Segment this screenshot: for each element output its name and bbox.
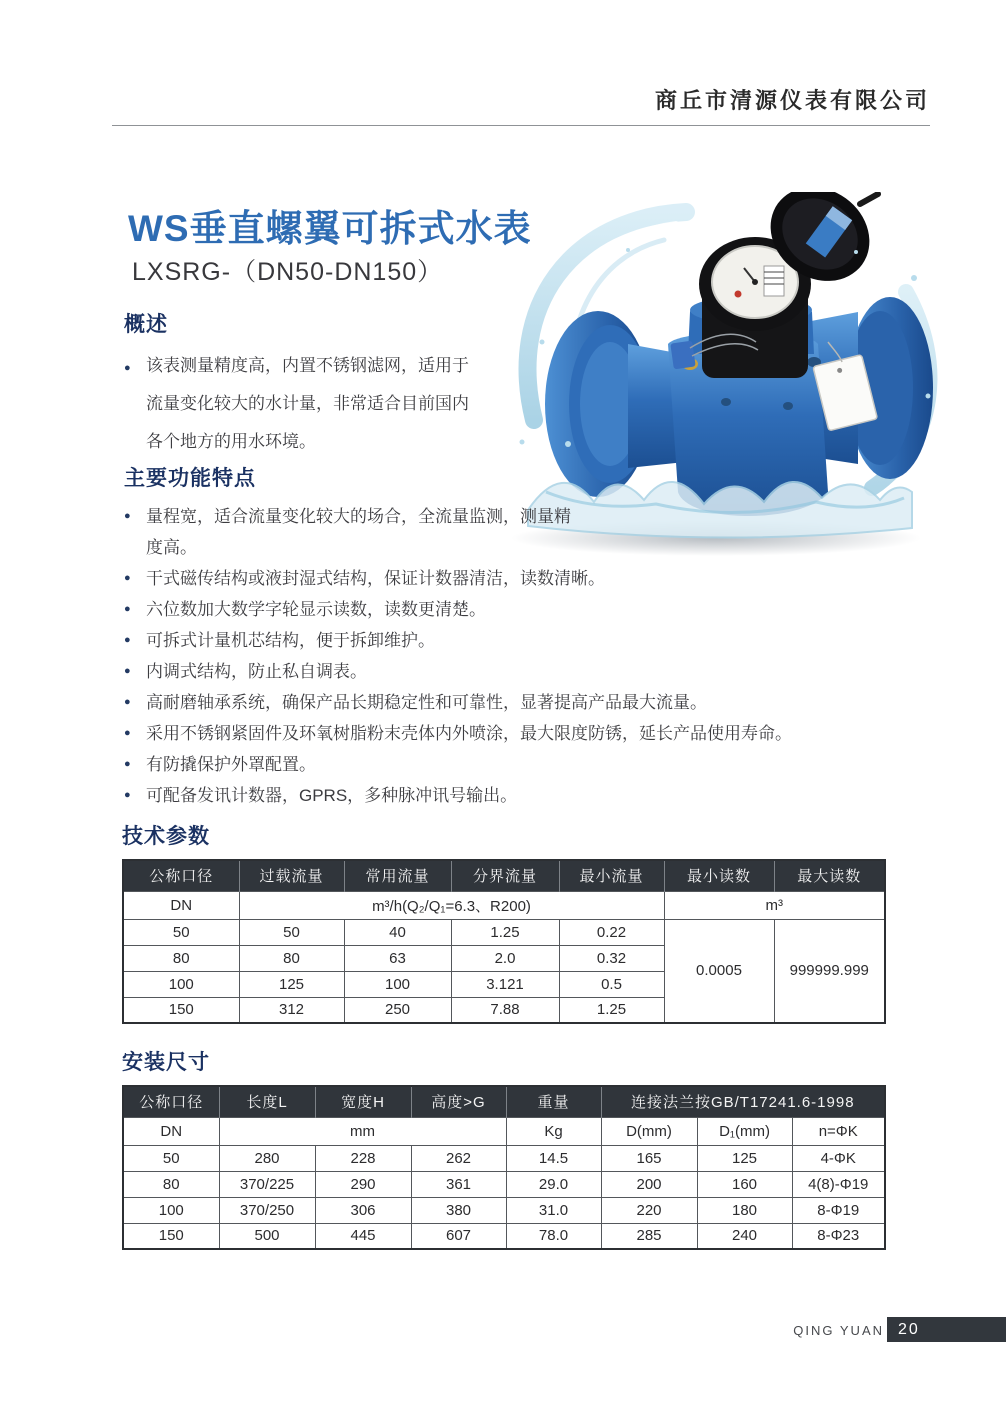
features-list <box>124 501 874 811</box>
table-cell: 31.0 <box>506 1197 601 1223</box>
page-number-badge: 20 <box>887 1317 1006 1342</box>
table-cell: 0.22 <box>559 919 664 945</box>
list-item: ● 量程宽，适合流量变化较大的场合，全流量监测，测量精度高。 <box>124 501 576 563</box>
product-model: LXSRG-（DN50-DN150） <box>132 258 444 286</box>
footer-brand: QING YUAN <box>793 1323 884 1338</box>
table-cell: 125 <box>697 1145 792 1171</box>
table-cell: 370/225 <box>219 1171 315 1197</box>
table-cell: 160 <box>697 1171 792 1197</box>
table-cell: D(mm) <box>601 1117 697 1145</box>
table-cell: 1.25 <box>559 997 664 1023</box>
list-item: ● 内调式结构，防止私自调表。 <box>124 656 874 687</box>
table-cell: 7.88 <box>451 997 559 1023</box>
list-item: ● 有防撬保护外罩配置。 <box>124 749 874 780</box>
list-item: ● 该表测量精度高，内置不锈钢滤网，适用于流量变化较大的水计量，非常适合目前国内各个地方的用水环境。 <box>124 347 480 461</box>
table-row <box>123 1223 885 1249</box>
table-cell: 290 <box>315 1171 411 1197</box>
table-cell: 262 <box>411 1145 506 1171</box>
table-header-row <box>123 1086 885 1117</box>
column-header: 常用流量 <box>344 860 451 891</box>
table-cell: 180 <box>697 1197 792 1223</box>
list-item: ● 可配备发讯计数器，GPRS，多种脉冲讯号输出。 <box>124 780 874 811</box>
dimensions-table <box>122 1085 886 1250</box>
table-cell: Kg <box>506 1117 601 1145</box>
tech-params-section <box>122 820 884 1024</box>
table-row <box>123 1145 885 1171</box>
table-cell: 361 <box>411 1171 506 1197</box>
table-row <box>123 1171 885 1197</box>
overview-list <box>124 347 480 461</box>
column-header: 长度L <box>219 1086 315 1117</box>
table-cell: 29.0 <box>506 1171 601 1197</box>
column-header: 公称口径 <box>123 860 239 891</box>
table-cell: 14.5 <box>506 1145 601 1171</box>
table-cell: D₁(mm) <box>697 1117 792 1145</box>
table-cell: 100 <box>123 1197 219 1223</box>
table-cell: 370/250 <box>219 1197 315 1223</box>
table-cell: 3.121 <box>451 971 559 997</box>
table-cell: 0.5 <box>559 971 664 997</box>
table-cell: 125 <box>239 971 344 997</box>
table-cell: 1.25 <box>451 919 559 945</box>
table-cell: 150 <box>123 997 239 1023</box>
table-cell: DN <box>123 891 239 919</box>
table-cell: 0.32 <box>559 945 664 971</box>
features-heading: 主要功能特点 <box>124 467 256 490</box>
overview-section <box>124 308 480 461</box>
table-cell: 607 <box>411 1223 506 1249</box>
table-cell: 4-ΦK <box>792 1145 885 1171</box>
table-cell: 250 <box>344 997 451 1023</box>
table-cell: 50 <box>239 919 344 945</box>
table-cell: 380 <box>411 1197 506 1223</box>
max-reading-cell: 999999.999 <box>774 919 885 1023</box>
table-cell: 50 <box>123 919 239 945</box>
unit-row <box>123 891 885 919</box>
table-row <box>123 919 885 945</box>
column-header: 宽度H <box>315 1086 411 1117</box>
column-header: 最小读数 <box>664 860 774 891</box>
table-cell: mm <box>219 1117 506 1145</box>
table-cell: 100 <box>123 971 239 997</box>
table-cell: 312 <box>239 997 344 1023</box>
table-row <box>123 1197 885 1223</box>
table-cell: 2.0 <box>451 945 559 971</box>
table-cell: n=ΦK <box>792 1117 885 1145</box>
table-cell: 500 <box>219 1223 315 1249</box>
header-divider <box>112 125 930 126</box>
table-cell: 306 <box>315 1197 411 1223</box>
table-cell: 220 <box>601 1197 697 1223</box>
list-item: ● 六位数加大数学字轮显示读数，读数更清楚。 <box>124 594 874 625</box>
page-title: WS垂直螺翼可拆式水表 <box>128 208 532 249</box>
table-cell: 280 <box>219 1145 315 1171</box>
table-cell: 40 <box>344 919 451 945</box>
table-cell: 80 <box>123 945 239 971</box>
list-item: ● 高耐磨轴承系统，确保产品长期稳定性和可靠性，显著提高产品最大流量。 <box>124 687 874 718</box>
table-cell: 150 <box>123 1223 219 1249</box>
table-cell: 8-Φ19 <box>792 1197 885 1223</box>
table-cell: 445 <box>315 1223 411 1249</box>
table-cell: 200 <box>601 1171 697 1197</box>
table-cell: 80 <box>123 1171 219 1197</box>
table-cell: 165 <box>601 1145 697 1171</box>
tech-params-heading: 技术参数 <box>122 825 210 848</box>
table-cell: 240 <box>697 1223 792 1249</box>
table-cell: DN <box>123 1117 219 1145</box>
dimensions-section <box>122 1046 884 1250</box>
table-cell: 80 <box>239 945 344 971</box>
table-header-row <box>123 860 885 891</box>
table-cell: m³ <box>664 891 885 919</box>
table-cell: m³/h(Q₂/Q₁=6.3、R200) <box>239 891 664 919</box>
dimensions-heading: 安装尺寸 <box>122 1051 210 1074</box>
table-cell: 4(8)-Φ19 <box>792 1171 885 1197</box>
column-header: 重量 <box>506 1086 601 1117</box>
list-item: ● 采用不锈钢紧固件及环氧树脂粉末壳体内外喷涂，最大限度防锈，延长产品使用寿命。 <box>124 718 874 749</box>
min-reading-cell: 0.0005 <box>664 919 774 1023</box>
company-name: 商丘市清源仪表有限公司 <box>654 88 930 113</box>
table-cell: 8-Φ23 <box>792 1223 885 1249</box>
table-cell: 100 <box>344 971 451 997</box>
table-cell: 78.0 <box>506 1223 601 1249</box>
column-header: 公称口径 <box>123 1086 219 1117</box>
column-header: 高度>G <box>411 1086 506 1117</box>
column-header: 最大读数 <box>774 860 885 891</box>
table-cell: 285 <box>601 1223 697 1249</box>
column-header: 分界流量 <box>451 860 559 891</box>
table-cell: 228 <box>315 1145 411 1171</box>
features-section <box>124 462 874 811</box>
list-item: ● 干式磁传结构或液封湿式结构，保证计数器清洁，读数清晰。 <box>124 563 874 594</box>
column-header: 连接法兰按GB/T17241.6-1998 <box>601 1086 885 1117</box>
column-header: 最小流量 <box>559 860 664 891</box>
table-cell: 63 <box>344 945 451 971</box>
column-header: 过载流量 <box>239 860 344 891</box>
list-item: ● 可拆式计量机芯结构，便于拆卸维护。 <box>124 625 874 656</box>
table-cell: 50 <box>123 1145 219 1171</box>
unit-row <box>123 1117 885 1145</box>
tech-params-table <box>122 859 886 1024</box>
overview-heading: 概述 <box>124 313 168 336</box>
